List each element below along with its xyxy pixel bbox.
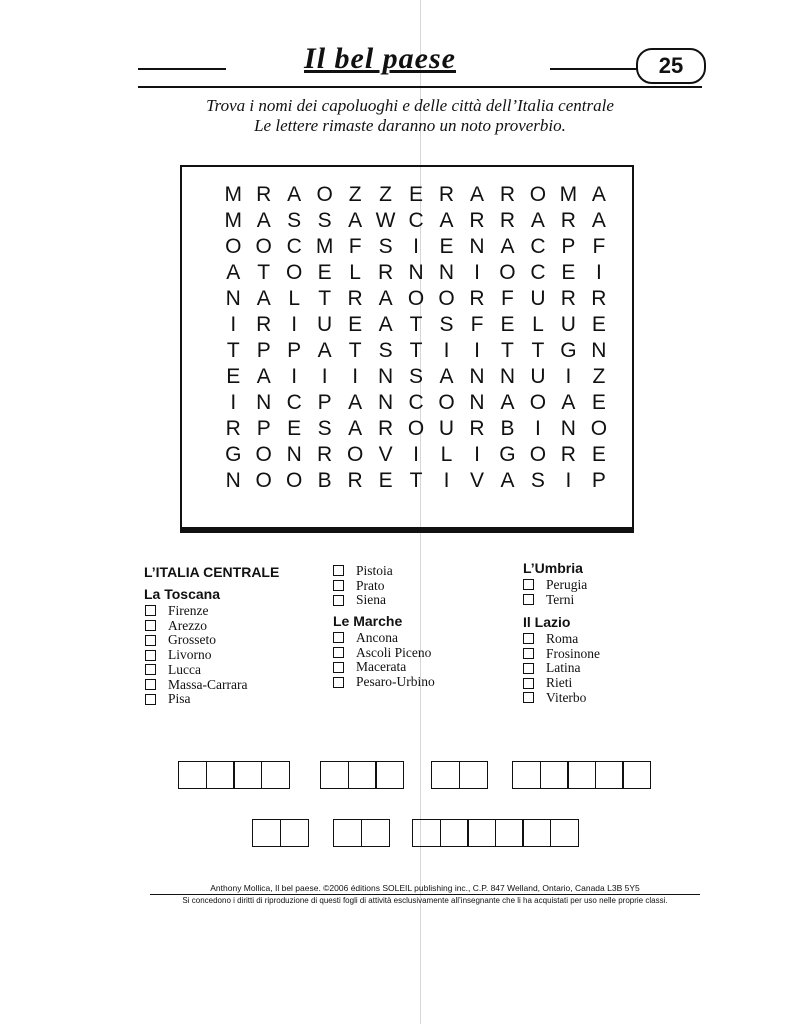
- answer-letter-box[interactable]: [459, 761, 488, 789]
- instruction-line-2: Le lettere rimaste daranno un noto proverbio.: [254, 116, 566, 135]
- grid-letter[interactable]: N: [377, 365, 394, 388]
- grid-letter[interactable]: M: [224, 183, 242, 206]
- grid-letter[interactable]: A: [348, 391, 363, 414]
- grid-letter[interactable]: U: [530, 287, 546, 310]
- grid-letter[interactable]: I: [291, 313, 298, 336]
- grid-letter[interactable]: A: [317, 339, 332, 362]
- grid-letter[interactable]: I: [565, 365, 572, 388]
- grid-letter[interactable]: A: [378, 313, 393, 336]
- checklist-label: Firenze: [168, 603, 209, 618]
- grid-letter[interactable]: E: [226, 365, 241, 388]
- grid-letter[interactable]: S: [317, 417, 332, 440]
- grid-letter[interactable]: M: [559, 183, 578, 206]
- answer-letter-box[interactable]: [333, 819, 362, 847]
- grid-row: [218, 260, 614, 286]
- answer-letter-box[interactable]: [361, 819, 390, 847]
- grid-letter[interactable]: A: [348, 417, 363, 440]
- grid-letter[interactable]: Z: [592, 365, 606, 388]
- grid-letter[interactable]: O: [529, 391, 547, 414]
- grid-letter[interactable]: O: [316, 183, 333, 206]
- grid-letter[interactable]: O: [438, 391, 455, 414]
- grid-letter[interactable]: A: [591, 209, 606, 232]
- grid-letter[interactable]: R: [499, 183, 516, 206]
- grid-letter[interactable]: S: [378, 235, 393, 258]
- grid-letter[interactable]: R: [469, 209, 485, 232]
- checkbox-icon[interactable]: [333, 647, 344, 658]
- checklist-item: [145, 603, 208, 618]
- grid-letter[interactable]: W: [375, 209, 396, 232]
- checkbox-icon[interactable]: [523, 648, 534, 659]
- checkbox-icon[interactable]: [523, 594, 534, 605]
- grid-letter[interactable]: A: [561, 391, 576, 414]
- checkbox-icon[interactable]: [145, 635, 156, 646]
- grid-letter[interactable]: O: [255, 443, 272, 466]
- grid-letter[interactable]: T: [531, 339, 545, 362]
- grid-letter[interactable]: I: [474, 261, 480, 284]
- grid-letter[interactable]: N: [225, 469, 241, 492]
- grid-letter[interactable]: L: [288, 287, 301, 310]
- checkbox-icon[interactable]: [145, 650, 156, 661]
- grid-letter[interactable]: F: [501, 287, 514, 310]
- grid-row: [218, 208, 614, 234]
- grid-letter[interactable]: E: [317, 261, 332, 284]
- grid-letter[interactable]: R: [317, 443, 333, 466]
- answer-letter-box[interactable]: [233, 761, 262, 789]
- checklist-item: [333, 630, 398, 645]
- answer-letter-box[interactable]: [280, 819, 309, 847]
- checklist-item: [333, 563, 393, 578]
- grid-letter[interactable]: T: [226, 339, 240, 362]
- grid-letter[interactable]: A: [530, 209, 545, 232]
- grid-letter[interactable]: C: [286, 235, 302, 258]
- toscana-heading: La Toscana: [144, 586, 220, 602]
- checkbox-icon[interactable]: [145, 605, 156, 616]
- answer-letter-box[interactable]: [252, 819, 281, 847]
- answer-letter-box[interactable]: [467, 819, 496, 847]
- grid-letter[interactable]: S: [439, 313, 454, 336]
- answer-word-6[interactable]: [333, 819, 390, 847]
- grid-letter[interactable]: A: [348, 209, 363, 232]
- checklist-item: [333, 674, 435, 689]
- grid-letter[interactable]: I: [474, 443, 480, 466]
- grid-letter[interactable]: B: [317, 469, 332, 492]
- checkbox-icon[interactable]: [523, 678, 534, 689]
- grid-letter[interactable]: A: [378, 287, 393, 310]
- answer-letter-box[interactable]: [495, 819, 524, 847]
- grid-letter[interactable]: O: [438, 287, 455, 310]
- grid-letter[interactable]: T: [409, 469, 423, 492]
- grid-letter[interactable]: E: [591, 391, 606, 414]
- grid-letter[interactable]: T: [501, 339, 514, 362]
- marche-heading: Le Marche: [333, 613, 403, 629]
- answer-letter-box[interactable]: [206, 761, 235, 789]
- grid-letter[interactable]: I: [443, 339, 450, 362]
- checklist-item: [523, 646, 600, 661]
- answer-letter-box[interactable]: [522, 819, 551, 847]
- grid-row: [218, 468, 614, 494]
- grid-letter[interactable]: R: [377, 261, 394, 284]
- checklist-label: Pesaro-Urbino: [356, 674, 435, 690]
- checklist-label: Pistoia: [356, 563, 393, 578]
- grid-letter[interactable]: E: [439, 235, 454, 258]
- grid-letter[interactable]: M: [224, 209, 242, 232]
- grid-letter[interactable]: R: [499, 209, 516, 232]
- grid-letter[interactable]: I: [535, 417, 541, 440]
- grid-letter[interactable]: R: [560, 209, 576, 232]
- grid-letter[interactable]: O: [590, 417, 608, 440]
- checklist-item: [145, 691, 191, 706]
- checkbox-icon[interactable]: [523, 633, 534, 644]
- checkbox-icon[interactable]: [333, 595, 344, 606]
- checklist-item: [523, 660, 580, 675]
- checklist-label: Ancona: [356, 630, 398, 645]
- grid-letter[interactable]: N: [286, 443, 302, 466]
- grid-letter[interactable]: I: [321, 365, 328, 388]
- grid-letter[interactable]: I: [230, 391, 237, 414]
- grid-letter[interactable]: R: [469, 417, 485, 440]
- answer-letter-box[interactable]: [622, 761, 651, 789]
- grid-letter[interactable]: A: [500, 391, 515, 414]
- grid-letter[interactable]: O: [225, 235, 242, 258]
- header-rule-right: [550, 68, 638, 70]
- grid-letter[interactable]: I: [413, 235, 419, 258]
- answer-letter-box[interactable]: [375, 761, 404, 789]
- umbria-heading: L’Umbria: [523, 560, 583, 576]
- grid-letter[interactable]: R: [256, 183, 272, 206]
- grid-letter[interactable]: N: [591, 339, 607, 362]
- grid-letter[interactable]: N: [256, 391, 272, 414]
- grid-letter[interactable]: S: [317, 209, 332, 232]
- checklist-label: Macerata: [356, 659, 407, 675]
- grid-letter[interactable]: T: [409, 313, 423, 336]
- checkbox-icon[interactable]: [333, 565, 344, 576]
- grid-letter[interactable]: O: [407, 287, 425, 310]
- grid-letter[interactable]: T: [409, 339, 423, 362]
- grid-letter[interactable]: A: [226, 261, 241, 284]
- grid-row: [218, 286, 614, 312]
- lazio-heading: Il Lazio: [523, 614, 571, 630]
- checklist-label: Arezzo: [168, 617, 207, 633]
- checklist-label: Roma: [546, 631, 579, 646]
- checklist-label: Perugia: [546, 577, 588, 592]
- checkbox-icon[interactable]: [333, 632, 344, 643]
- grid-letter[interactable]: M: [315, 235, 334, 258]
- header-rule-left: [138, 68, 226, 70]
- checkbox-icon[interactable]: [333, 677, 344, 688]
- grid-letter[interactable]: I: [595, 261, 602, 284]
- answer-word-2[interactable]: [320, 761, 404, 789]
- grid-letter[interactable]: O: [529, 183, 547, 206]
- grid-letter[interactable]: R: [256, 313, 272, 336]
- header-underline: [138, 86, 702, 88]
- grid-letter[interactable]: O: [286, 261, 303, 284]
- grid-letter[interactable]: R: [377, 417, 394, 440]
- grid-letter[interactable]: V: [469, 469, 484, 492]
- grid-letter[interactable]: L: [532, 313, 544, 336]
- grid-letter[interactable]: Z: [348, 183, 362, 206]
- answer-word-1[interactable]: [178, 761, 290, 789]
- grid-letter[interactable]: R: [591, 287, 607, 310]
- credit-line-2: Si concedono i diritti di riproduzione di questi fogli di attività esclusivamente all’insegnante che li ha acquistati per uso nelle proprie classi.: [182, 896, 668, 905]
- grid-letter[interactable]: A: [287, 183, 302, 206]
- checklist-item: [523, 577, 587, 592]
- grid-row: [218, 312, 614, 338]
- checkbox-icon[interactable]: [333, 662, 344, 673]
- grid-letter[interactable]: E: [348, 313, 363, 336]
- grid-letter[interactable]: N: [560, 417, 576, 440]
- grid-row: [218, 416, 614, 442]
- grid-letter[interactable]: P: [256, 339, 271, 362]
- grid-letter[interactable]: O: [286, 469, 303, 492]
- grid-letter[interactable]: O: [407, 417, 425, 440]
- grid-letter[interactable]: I: [474, 339, 480, 362]
- checklist-item: [333, 645, 431, 660]
- checklist-label: Viterbo: [546, 689, 587, 705]
- checklist-item: [523, 675, 572, 690]
- grid-letter[interactable]: A: [256, 209, 271, 232]
- answer-letter-box[interactable]: [440, 819, 469, 847]
- grid-letter[interactable]: U: [560, 313, 576, 336]
- grid-row: [218, 182, 614, 208]
- grid-letter[interactable]: N: [408, 261, 424, 284]
- grid-letter[interactable]: N: [438, 261, 455, 284]
- grid-letter[interactable]: C: [530, 235, 546, 258]
- checklist-item: [145, 618, 207, 633]
- answer-word-3[interactable]: [431, 761, 488, 789]
- answer-letter-box[interactable]: [320, 761, 349, 789]
- checklist-label: Lucca: [168, 661, 201, 677]
- grid-letter[interactable]: E: [500, 313, 515, 336]
- checklist-label: Livorno: [168, 647, 212, 663]
- page-title: Il bel paese: [304, 42, 456, 75]
- grid-letter[interactable]: R: [347, 287, 363, 310]
- answer-word-4[interactable]: [512, 761, 651, 789]
- checkbox-icon[interactable]: [145, 620, 156, 631]
- grid-letter[interactable]: F: [470, 313, 484, 336]
- grid-letter[interactable]: U: [438, 417, 455, 440]
- checkbox-icon[interactable]: [145, 694, 156, 705]
- answer-letter-box[interactable]: [178, 761, 207, 789]
- grid-letter[interactable]: E: [591, 313, 606, 336]
- answer-letter-box[interactable]: [431, 761, 460, 789]
- grid-letter[interactable]: S: [378, 339, 393, 362]
- grid-letter[interactable]: O: [255, 469, 272, 492]
- grid-letter[interactable]: G: [499, 443, 516, 466]
- checklist-label: Siena: [356, 592, 386, 608]
- grid-letter[interactable]: C: [408, 391, 424, 414]
- grid-letter[interactable]: R: [469, 287, 485, 310]
- grid-letter[interactable]: Z: [379, 183, 392, 206]
- grid-letter[interactable]: I: [230, 313, 237, 336]
- grid-letter[interactable]: F: [348, 235, 362, 258]
- page-number-badge: 25: [636, 48, 706, 84]
- checklist-item: [523, 690, 586, 705]
- grid-letter[interactable]: U: [530, 365, 546, 388]
- checklist-label: Pisa: [168, 691, 191, 707]
- checklist-label: Prato: [356, 577, 385, 593]
- grid-letter[interactable]: T: [318, 287, 332, 310]
- grid-letter[interactable]: N: [469, 365, 485, 388]
- grid-letter[interactable]: A: [500, 469, 515, 492]
- checklist-label: Ascoli Piceno: [356, 644, 432, 660]
- grid-letter[interactable]: E: [561, 261, 576, 284]
- grid-letter[interactable]: R: [225, 417, 241, 440]
- grid-letter[interactable]: L: [440, 443, 453, 466]
- checkbox-icon[interactable]: [523, 692, 534, 703]
- grid-row: [218, 234, 614, 260]
- grid-letter[interactable]: I: [291, 365, 298, 388]
- answer-letter-box[interactable]: [595, 761, 624, 789]
- grid-row: [218, 364, 614, 390]
- grid-letter[interactable]: E: [591, 443, 606, 466]
- grid-letter[interactable]: B: [500, 417, 515, 440]
- checklist-item: [145, 632, 216, 647]
- grid-letter[interactable]: O: [255, 235, 272, 258]
- word-search-grid: [218, 182, 614, 494]
- checklist-item: [523, 631, 578, 646]
- grid-letter[interactable]: N: [377, 391, 394, 414]
- checkbox-icon[interactable]: [145, 664, 156, 675]
- grid-row: [218, 390, 614, 416]
- grid-letter[interactable]: N: [225, 287, 241, 310]
- grid-letter[interactable]: P: [561, 235, 576, 258]
- instruction-line-1: Trova i nomi dei capoluoghi e delle città dell’Italia centrale: [206, 96, 614, 115]
- answer-letter-box[interactable]: [261, 761, 290, 789]
- grid-letter[interactable]: S: [409, 365, 424, 388]
- grid-letter[interactable]: F: [592, 235, 606, 258]
- checklist-item: [523, 592, 574, 607]
- grid-letter[interactable]: R: [560, 287, 576, 310]
- grid-letter[interactable]: O: [346, 443, 364, 466]
- grid-letter[interactable]: C: [408, 209, 424, 232]
- grid-letter[interactable]: G: [225, 443, 242, 466]
- grid-letter[interactable]: R: [347, 469, 363, 492]
- grid-letter[interactable]: R: [560, 443, 576, 466]
- answer-letter-box[interactable]: [540, 761, 569, 789]
- grid-letter[interactable]: A: [256, 365, 271, 388]
- grid-letter[interactable]: A: [469, 183, 484, 206]
- grid-letter[interactable]: V: [378, 443, 393, 466]
- grid-letter[interactable]: L: [349, 261, 361, 284]
- footer-rule: [150, 894, 700, 895]
- checkbox-icon[interactable]: [523, 663, 534, 674]
- checklist-item: [145, 677, 247, 692]
- grid-row: [218, 338, 614, 364]
- answer-word-7[interactable]: [412, 819, 579, 847]
- answer-word-5[interactable]: [252, 819, 309, 847]
- checklist-label: Rieti: [546, 675, 573, 691]
- checklist-item: [333, 592, 386, 607]
- checkbox-icon[interactable]: [523, 579, 534, 590]
- grid-letter[interactable]: E: [409, 183, 424, 206]
- grid-letter[interactable]: P: [256, 417, 271, 440]
- grid-letter[interactable]: A: [591, 183, 606, 206]
- grid-letter[interactable]: E: [378, 469, 393, 492]
- grid-row: [218, 442, 614, 468]
- answer-letter-box[interactable]: [567, 761, 596, 789]
- grid-letter[interactable]: I: [413, 443, 419, 466]
- grid-letter[interactable]: O: [529, 443, 547, 466]
- checklist-label: Grosseto: [168, 632, 216, 648]
- grid-letter[interactable]: S: [287, 209, 302, 232]
- grid-letter[interactable]: A: [500, 235, 515, 258]
- checklist-label: Terni: [546, 591, 575, 607]
- checklist-item: [333, 578, 385, 593]
- answer-letter-box[interactable]: [348, 761, 377, 789]
- checkbox-icon[interactable]: [145, 679, 156, 690]
- checklist-item: [145, 647, 212, 662]
- grid-letter[interactable]: T: [348, 339, 362, 362]
- grid-letter[interactable]: C: [530, 261, 546, 284]
- grid-letter[interactable]: N: [469, 391, 485, 414]
- grid-letter[interactable]: A: [256, 287, 271, 310]
- grid-letter[interactable]: I: [565, 469, 572, 492]
- checklist-label: Massa-Carrara: [168, 676, 248, 692]
- grid-letter[interactable]: I: [443, 469, 450, 492]
- checklist-item: [333, 659, 406, 674]
- grid-letter[interactable]: R: [438, 183, 455, 206]
- checkbox-icon[interactable]: [333, 580, 344, 591]
- credit-line-1: Anthony Mollica, Il bel paese. ©2006 éditions SOLEIL publishing inc., C.P. 847 Welland, Ontario, Canada L3B 5Y5: [210, 883, 640, 893]
- answer-letter-box[interactable]: [550, 819, 579, 847]
- grid-letter[interactable]: U: [317, 313, 333, 336]
- answer-letter-box[interactable]: [412, 819, 441, 847]
- grid-letter[interactable]: P: [287, 339, 302, 362]
- answer-letter-box[interactable]: [512, 761, 541, 789]
- main-heading: L’ITALIA CENTRALE: [144, 564, 280, 580]
- grid-letter[interactable]: O: [499, 261, 516, 284]
- checklist-label: Frosinone: [546, 645, 600, 661]
- grid-letter[interactable]: A: [439, 365, 454, 388]
- grid-letter[interactable]: P: [317, 391, 332, 414]
- grid-letter[interactable]: S: [530, 469, 545, 492]
- grid-letter[interactable]: G: [560, 339, 577, 362]
- grid-letter[interactable]: I: [352, 365, 359, 388]
- grid-letter[interactable]: A: [439, 209, 454, 232]
- checklist-label: Latina: [546, 660, 581, 676]
- grid-letter[interactable]: P: [591, 469, 606, 492]
- grid-letter[interactable]: E: [287, 417, 302, 440]
- grid-letter[interactable]: C: [286, 391, 302, 414]
- checklist-item: [145, 662, 201, 677]
- grid-letter[interactable]: N: [499, 365, 516, 388]
- grid-letter[interactable]: N: [469, 235, 485, 258]
- grid-letter[interactable]: T: [257, 261, 271, 284]
